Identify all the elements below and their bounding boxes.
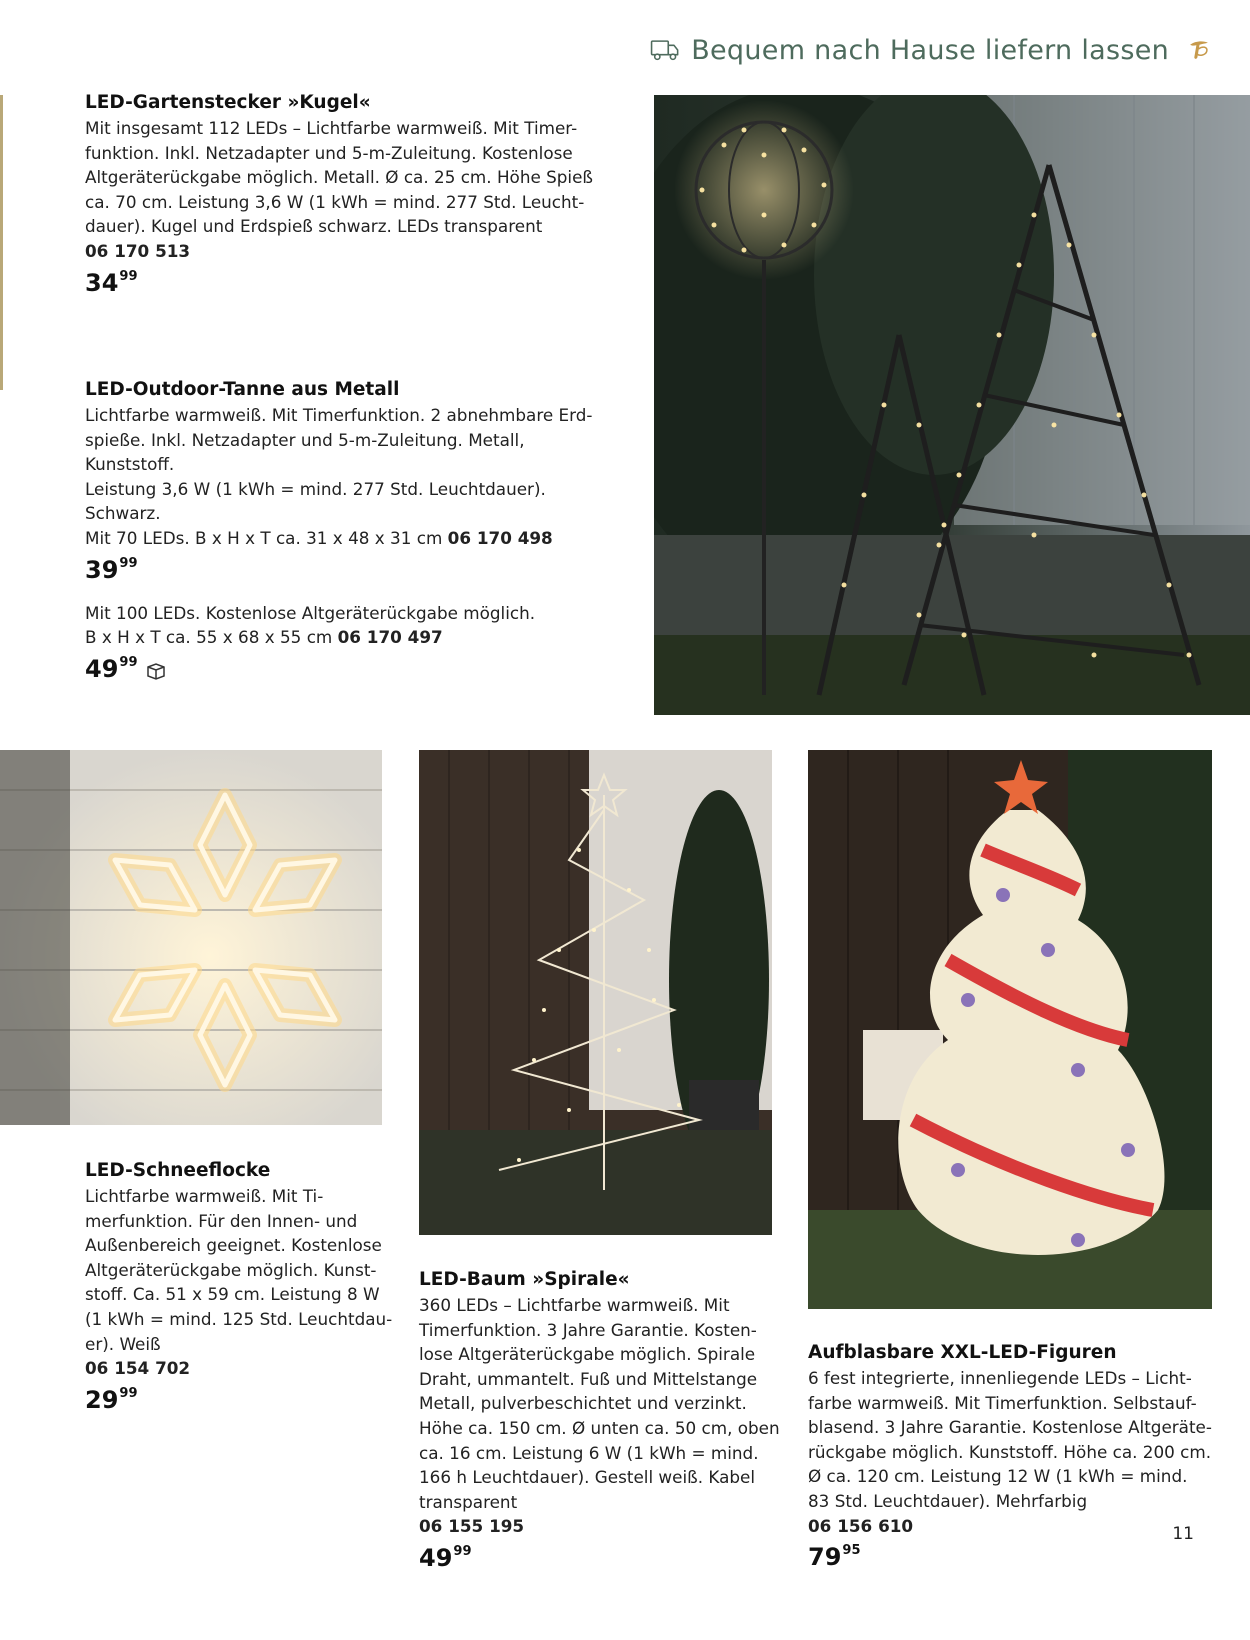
product-desc-line: lose Altgeräterückgabe möglich. Spirale	[419, 1344, 756, 1365]
delivery-banner-text: Bequem nach Hause liefern lassen	[691, 34, 1170, 66]
delivery-banner[interactable]	[650, 22, 1210, 78]
product-desc-line: dauer). Kugel und Erdspieß schwarz. LEDs transparent	[85, 216, 543, 237]
product-desc-line: rückgabe möglich. Kunststoff. Höhe ca. 200 cm.	[808, 1441, 1212, 1462]
product-desc-line: farbe warmweiß. Mit Timerfunktion. Selbstauf-	[808, 1392, 1197, 1413]
price-main: 49	[419, 1543, 453, 1572]
product-desc-line: Ø ca. 120 cm. Leistung 12 W (1 kWh = mind.	[808, 1466, 1188, 1487]
article-number: 06 156 610	[808, 1515, 914, 1536]
article-number: 06 154 702	[85, 1358, 191, 1379]
product-desc-line: Mit insgesamt 112 LEDs – Lichtfarbe warmweiß. Mit Timer-	[85, 118, 578, 138]
article-number: 06 170 498	[447, 527, 553, 548]
price-main: 39	[85, 555, 119, 584]
product-desc-line: Altgeräterückgabe möglich. Metall. Ø ca. 25 cm. Höhe Spieß	[85, 167, 593, 188]
price-cents: 99	[119, 555, 138, 571]
product-desc-line-with-number	[85, 526, 615, 551]
article-number: 06 155 195	[419, 1516, 525, 1537]
product-desc-line: (1 kWh = mind. 125 Std. Leuchtdau-	[85, 1308, 393, 1329]
product-spirale	[419, 1267, 789, 1573]
product-desc-line: transparent	[419, 1491, 518, 1512]
variant-price	[85, 654, 615, 684]
product-figuren	[808, 1340, 1228, 1572]
variant-desc-line: B x H x T ca. 55 x 68 x 55 cm	[85, 627, 333, 648]
tchibo-logo-icon	[1187, 28, 1210, 72]
price	[419, 1543, 789, 1573]
photo-spirale	[419, 750, 772, 1235]
product-desc-line: Draht, ummantelt. Fuß und Mittelstange	[419, 1368, 758, 1389]
price	[85, 1385, 405, 1415]
package-box-icon	[146, 662, 166, 680]
price-main: 79	[808, 1543, 842, 1572]
product-desc-line: spieße. Inkl. Netzadapter und 5-m-Zuleitung. Metall, Kunststoff.	[85, 429, 525, 475]
product-desc-line: blasend. 3 Jahre Garantie. Kostenlose Altgeräte-	[808, 1417, 1212, 1438]
product-desc-line: stoff. Ca. 51 x 59 cm. Leistung 8 W	[85, 1284, 380, 1305]
price-cents: 95	[842, 1543, 861, 1559]
product-kugel	[85, 90, 605, 298]
price-main: 49	[85, 654, 119, 683]
product-desc-line: 360 LEDs – Lichtfarbe warmweiß. Mit	[419, 1295, 730, 1315]
price-cents: 99	[119, 1385, 138, 1401]
product-desc-line: Lichtfarbe warmweiß. Mit Timerfunktion. 2 abnehmbare Erd-	[85, 405, 593, 425]
product-desc-line: 83 Std. Leuchtdauer). Mehrfarbig	[808, 1490, 1088, 1511]
product-tanne	[85, 377, 615, 684]
article-number: 06 170 513	[85, 240, 191, 261]
product-desc-line: Mit 70 LEDs. B x H x T ca. 31 x 48 x 31 cm	[85, 527, 443, 548]
price-main: 34	[85, 268, 119, 297]
price-main: 29	[85, 1385, 119, 1414]
price	[85, 555, 615, 585]
product-desc-line: Altgeräterückgabe möglich. Kunst-	[85, 1259, 377, 1280]
price-cents: 99	[119, 268, 138, 284]
variant-article-number: 06 170 497	[337, 627, 443, 648]
price-cents: 99	[119, 654, 138, 670]
product-title: LED-Outdoor-Tanne aus Metall	[85, 379, 400, 400]
product-desc-line: Leistung 3,6 W (1 kWh = mind. 277 Std. Leuchtdauer). Schwarz.	[85, 478, 546, 524]
product-desc-line: 166 h Leuchtdauer). Gestell weiß. Kabel	[419, 1467, 756, 1488]
product-desc-line: Höhe ca. 150 cm. Ø unten ca. 50 cm, oben	[419, 1417, 780, 1438]
product-desc-line: Lichtfarbe warmweiß. Mit Ti-	[85, 1186, 324, 1206]
variant-desc-line-with-number	[85, 625, 615, 650]
product-title: Aufblasbare XXL-LED-Figuren	[808, 1342, 1117, 1363]
price	[85, 268, 605, 298]
photo-schneeflocke	[0, 750, 382, 1125]
variant-desc-line: Mit 100 LEDs. Kostenlose Altgeräterückgabe möglich.	[85, 602, 536, 623]
page-edge-strip	[0, 95, 3, 390]
product-desc-line: 6 fest integrierte, innenliegende LEDs – Licht-	[808, 1368, 1192, 1388]
product-title: LED-Baum »Spirale«	[419, 1269, 630, 1290]
product-title: LED-Schneeflocke	[85, 1160, 271, 1181]
product-desc-line: funktion. Inkl. Netzadapter und 5-m-Zuleitung. Kostenlose	[85, 142, 573, 163]
truck-icon	[650, 27, 679, 73]
product-desc-line: Außenbereich geeignet. Kostenlose	[85, 1235, 382, 1256]
price	[808, 1542, 1228, 1572]
product-desc-line: ca. 16 cm. Leistung 6 W (1 kWh = mind.	[419, 1442, 759, 1463]
product-desc-line: er). Weiß	[85, 1333, 161, 1354]
photo-kugel-tanne	[654, 95, 1250, 715]
product-schneeflocke	[85, 1158, 405, 1415]
photo-figuren	[808, 750, 1212, 1309]
product-desc-line: ca. 70 cm. Leistung 3,6 W (1 kWh = mind. 277 Std. Leucht-	[85, 191, 585, 212]
product-title: LED-Gartenstecker »Kugel«	[85, 92, 371, 113]
product-desc-line: Metall, pulverbeschichtet und verzinkt.	[419, 1393, 747, 1414]
product-desc-line: merfunktion. Für den Innen- und	[85, 1210, 358, 1231]
price-cents: 99	[453, 1543, 472, 1559]
product-desc-line: Timerfunktion. 3 Jahre Garantie. Kosten-	[419, 1319, 757, 1340]
page-number: 11	[1172, 1524, 1194, 1544]
